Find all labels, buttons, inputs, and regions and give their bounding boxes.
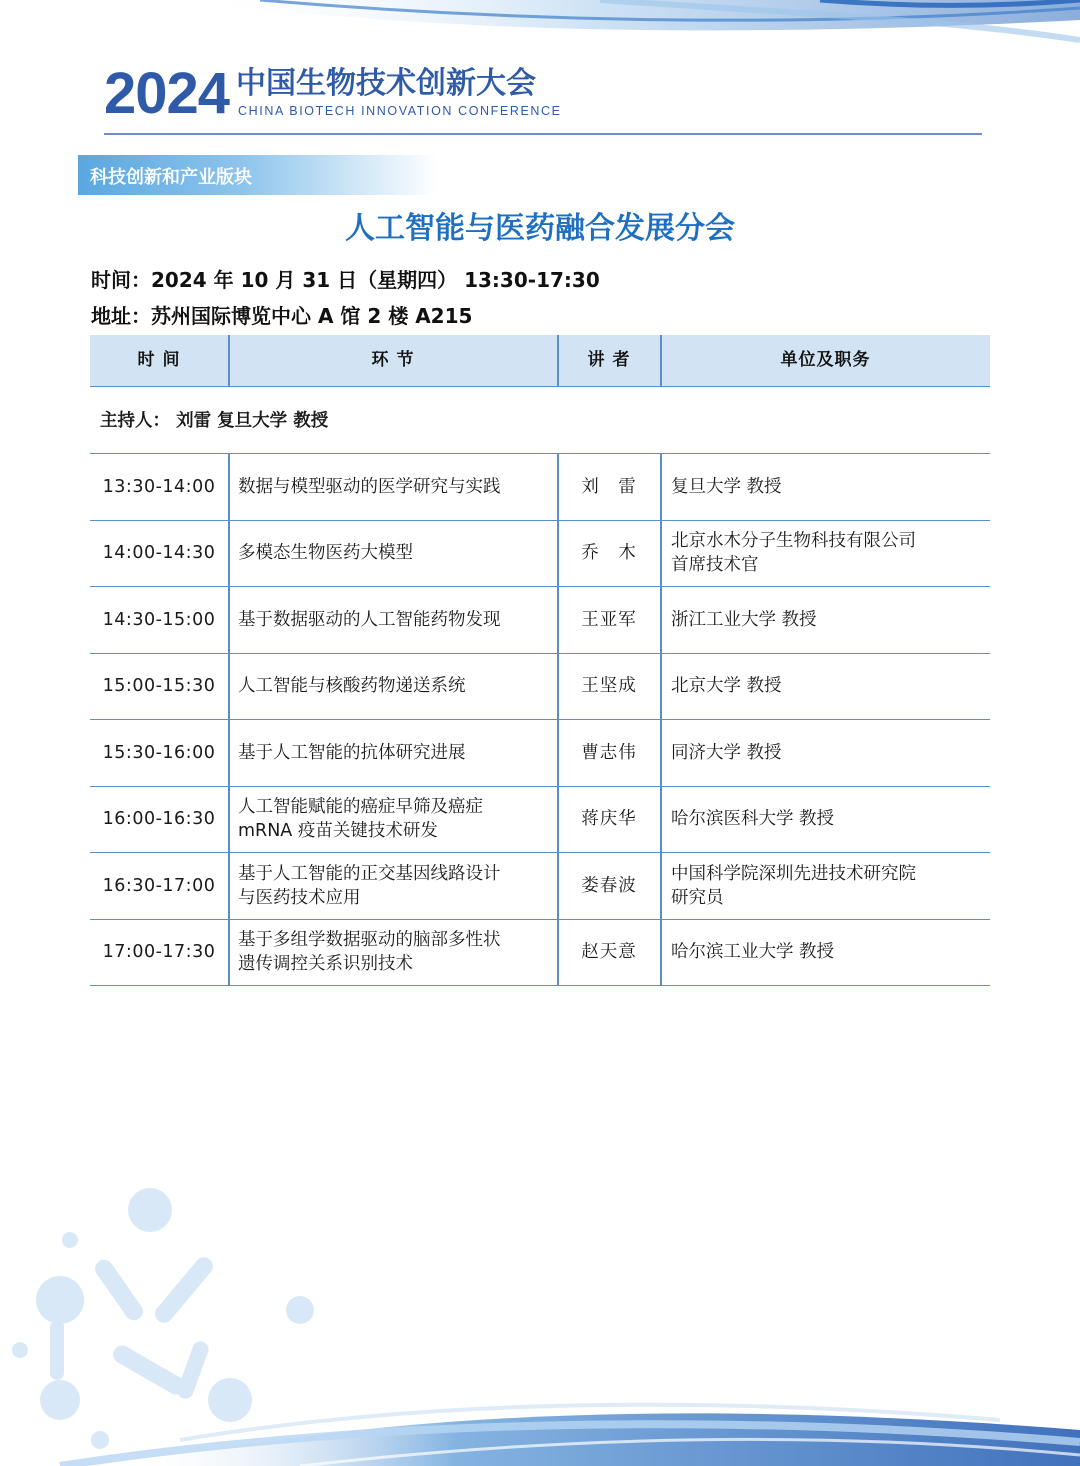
header-speaker: 讲 者 — [587, 350, 631, 370]
table-row — [90, 654, 990, 721]
session-cell — [238, 587, 550, 653]
forum-title: 人工智能与医药融合发展分会 — [345, 211, 735, 246]
speaker-cell — [558, 587, 660, 653]
session-cell-text: 基于数据驱动的人工智能药物发现 — [238, 609, 501, 630]
session-cell — [238, 920, 550, 986]
affiliation-cell-text: 哈尔滨工业大学 教授 — [671, 942, 835, 963]
table-row — [90, 720, 990, 787]
time-cell-text: 15:00-15:30 — [102, 676, 216, 697]
session-cell-text: 人工智能赋能的癌症早筛及癌症 mRNA 疫苗关键技术研发 — [238, 797, 483, 842]
time-cell-text: 13:30-14:00 — [102, 476, 216, 497]
column-divider — [228, 454, 230, 520]
top-wave-decoration — [180, 0, 1080, 40]
column-divider — [660, 335, 662, 386]
column-divider — [557, 853, 559, 919]
column-divider — [228, 720, 230, 786]
header-session: 环 节 — [371, 350, 415, 370]
speaker-cell-text: 曹志伟 — [581, 742, 637, 763]
table-row — [90, 920, 990, 987]
affiliation-cell — [671, 654, 981, 720]
session-cell — [238, 454, 550, 520]
session-cell — [238, 521, 550, 587]
affiliation-cell — [671, 587, 981, 653]
affiliation-cell — [671, 454, 981, 520]
session-cell — [238, 654, 550, 720]
header-affiliation: 单位及职务 — [780, 350, 871, 370]
speaker-cell-text: 乔 木 — [581, 543, 637, 564]
time-cell — [90, 454, 228, 520]
agenda-rows — [90, 454, 990, 986]
table-header — [90, 335, 990, 387]
column-divider — [228, 853, 230, 919]
time-cell-text: 14:00-14:30 — [102, 543, 216, 564]
session-cell-text: 基于人工智能的正交基因线路设计 与医药技术应用 — [238, 863, 501, 908]
time-cell-text: 17:00-17:30 — [102, 942, 216, 963]
session-cell — [238, 720, 550, 786]
column-divider — [557, 920, 559, 986]
affiliation-cell — [671, 787, 981, 853]
event-address: 地址：苏州国际博览中心 A 馆 2 楼 A215 — [91, 304, 473, 328]
speaker-cell-text: 蒋庆华 — [581, 809, 637, 830]
time-cell-text: 16:00-16:30 — [102, 809, 216, 830]
column-divider — [660, 920, 662, 986]
column-divider — [557, 335, 559, 386]
column-divider — [660, 787, 662, 853]
session-cell-text: 基于多组学数据驱动的脑部多性状 遗传调控关系识别技术 — [238, 930, 501, 975]
time-cell-text: 14:30-15:00 — [102, 609, 216, 630]
column-divider — [228, 920, 230, 986]
table-row — [90, 787, 990, 854]
session-cell-text: 人工智能与核酸药物递送系统 — [238, 676, 466, 697]
time-cell — [90, 587, 228, 653]
column-divider — [228, 587, 230, 653]
time-cell — [90, 720, 228, 786]
speaker-cell — [558, 787, 660, 853]
table-row — [90, 587, 990, 654]
table-row — [90, 853, 990, 920]
host-text: 主持人： 刘雷 复旦大学 教授 — [100, 411, 329, 431]
logo-title-cn: 中国生物技术创新大会 — [236, 66, 536, 101]
affiliation-cell — [671, 521, 981, 587]
time-cell — [90, 654, 228, 720]
session-cell — [238, 787, 550, 853]
molecule-graphic — [12, 1188, 314, 1449]
speaker-cell-text: 王坚成 — [581, 676, 637, 697]
speaker-cell-text: 娄春波 — [581, 875, 637, 896]
session-cell-text: 数据与模型驱动的医学研究与实践 — [238, 476, 501, 497]
speaker-cell — [558, 454, 660, 520]
column-divider — [228, 787, 230, 853]
time-cell-text: 15:30-16:00 — [102, 742, 216, 763]
affiliation-cell-text: 北京水木分子生物科技有限公司 首席技术官 — [671, 531, 916, 576]
speaker-cell — [558, 853, 660, 919]
affiliation-cell — [671, 720, 981, 786]
event-time: 时间：2024 年 10 月 31 日（星期四） 13:30-17:30 — [91, 268, 600, 292]
speaker-cell — [558, 920, 660, 986]
speaker-cell — [558, 654, 660, 720]
speaker-cell-text: 赵天意 — [581, 942, 637, 963]
speaker-cell-text: 王亚军 — [581, 609, 637, 630]
time-cell — [90, 920, 228, 986]
affiliation-cell-text: 同济大学 教授 — [671, 742, 782, 763]
affiliation-cell-text: 复旦大学 教授 — [671, 476, 782, 497]
affiliation-cell — [671, 853, 981, 919]
column-divider — [660, 853, 662, 919]
affiliation-cell-text: 哈尔滨医科大学 教授 — [671, 809, 835, 830]
table-row — [90, 521, 990, 588]
column-divider — [557, 454, 559, 520]
host-row — [90, 387, 990, 454]
column-divider — [660, 654, 662, 720]
column-divider — [660, 521, 662, 587]
speaker-cell — [558, 521, 660, 587]
time-cell — [90, 521, 228, 587]
session-cell — [238, 853, 550, 919]
session-cell-text: 多模态生物医药大模型 — [238, 543, 413, 564]
affiliation-cell-text: 北京大学 教授 — [671, 676, 782, 697]
time-cell-text: 16:30-17:00 — [102, 875, 216, 896]
time-cell — [90, 787, 228, 853]
header-time: 时 间 — [137, 350, 181, 370]
column-divider — [660, 454, 662, 520]
column-divider — [660, 587, 662, 653]
speaker-cell — [558, 720, 660, 786]
table-row — [90, 454, 990, 521]
affiliation-cell-text: 浙江工业大学 教授 — [671, 609, 817, 630]
agenda-table — [90, 335, 990, 986]
column-divider — [660, 720, 662, 786]
section-banner — [78, 155, 438, 195]
affiliation-cell-text: 中国科学院深圳先进技术研究院 研究员 — [671, 863, 916, 908]
column-divider — [228, 521, 230, 587]
logo-title-en: CHINA BIOTECH INNOVATION CONFERENCE — [238, 104, 562, 118]
header-divider — [104, 133, 982, 135]
affiliation-cell — [671, 920, 981, 986]
speaker-cell-text: 刘 雷 — [581, 476, 637, 497]
section-label: 科技创新和产业版块 — [90, 167, 252, 188]
column-divider — [228, 335, 230, 386]
column-divider — [557, 587, 559, 653]
column-divider — [557, 787, 559, 853]
column-divider — [557, 521, 559, 587]
session-cell-text: 基于人工智能的抗体研究进展 — [238, 742, 466, 763]
logo-year: 2024 — [104, 61, 230, 126]
time-cell — [90, 853, 228, 919]
column-divider — [557, 654, 559, 720]
column-divider — [557, 720, 559, 786]
column-divider — [228, 654, 230, 720]
